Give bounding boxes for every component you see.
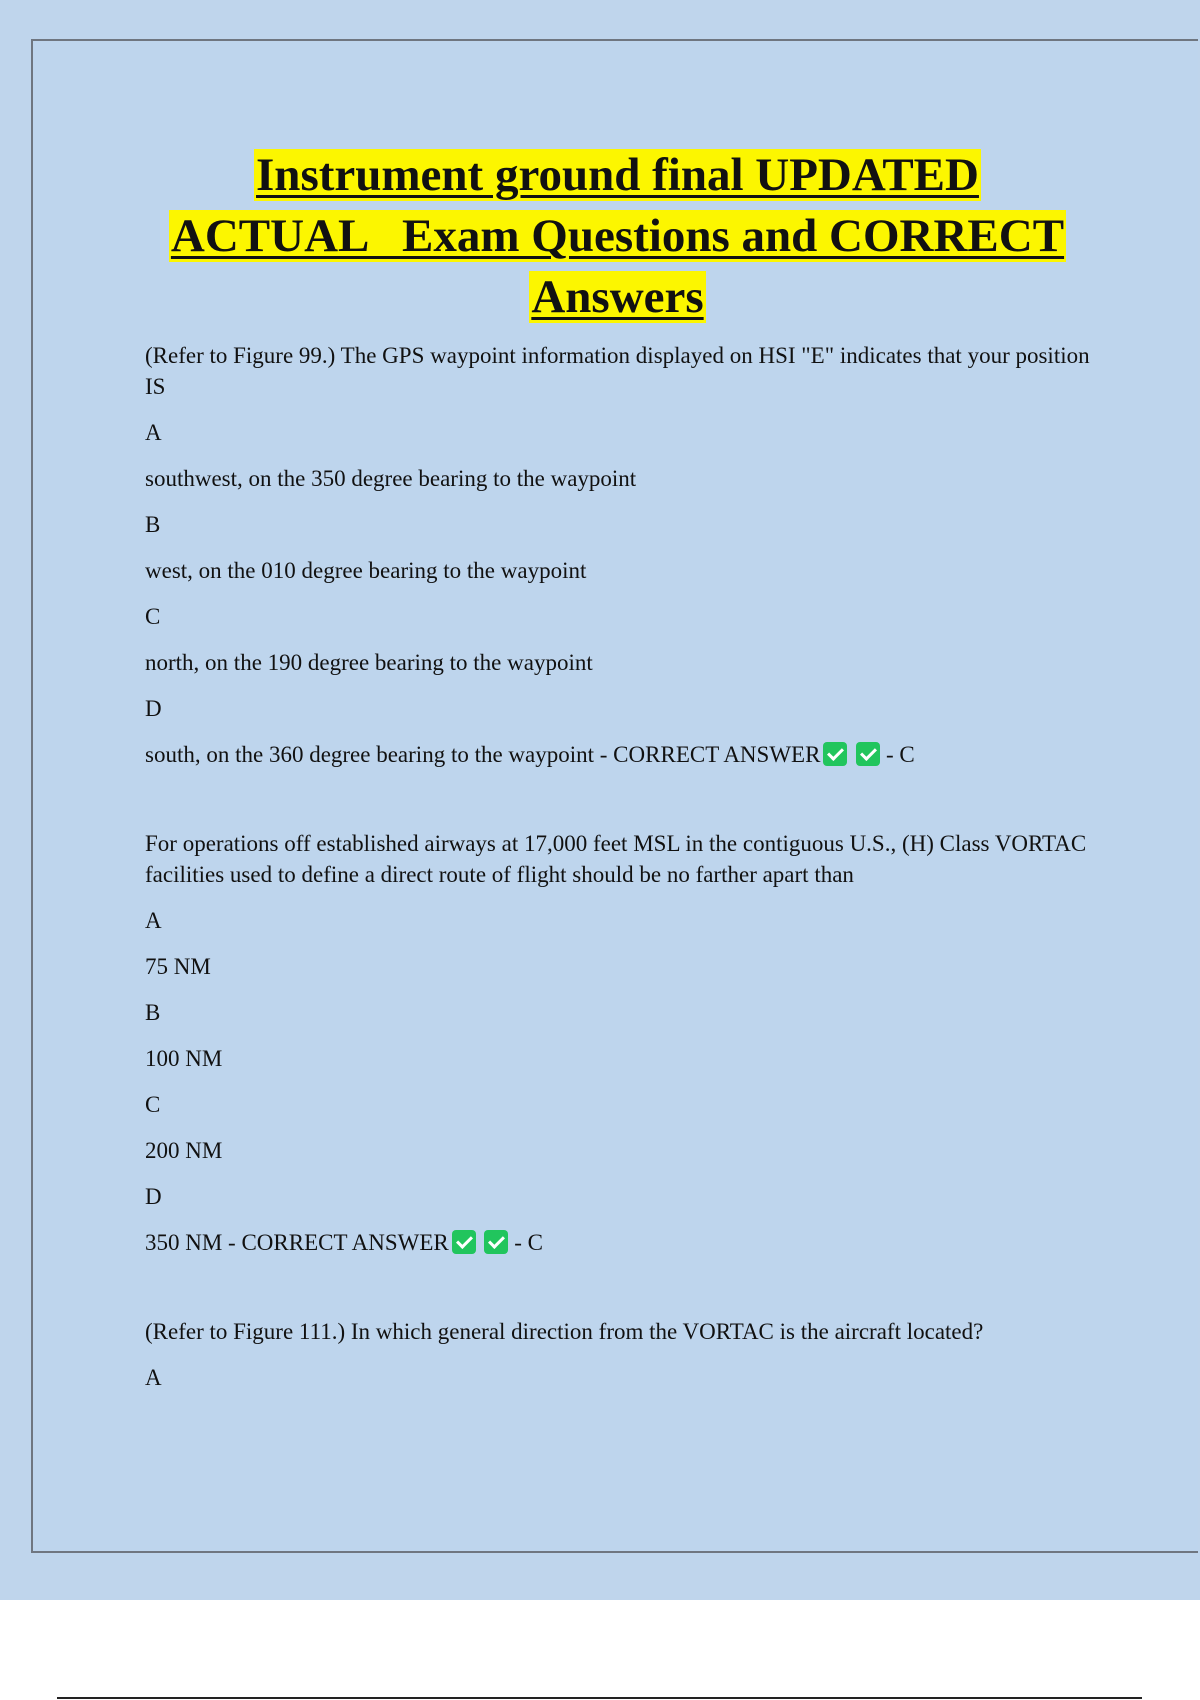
option-text: west, on the 010 degree bearing to the waypoint (145, 558, 587, 583)
option-text: 100 NM (145, 1046, 223, 1071)
option-text: 350 NM - CORRECT ANSWER (145, 1230, 449, 1255)
option-letter: A (145, 1365, 162, 1390)
option-text: south, on the 360 degree bearing to the waypoint - CORRECT ANSWER (145, 742, 821, 767)
option-text: 75 NM (145, 954, 211, 979)
option-letter: B (145, 512, 161, 537)
option-letter: C (145, 604, 161, 629)
check-box-icon (823, 742, 847, 766)
option-letter: D (145, 696, 162, 721)
question-3-text: (Refer to Figure 111.) In which general direction from the VORTAC is the aircraft located? (145, 1319, 984, 1344)
option-text: north, on the 190 degree bearing to the waypoint (145, 650, 593, 675)
answer-suffix: - C (514, 1230, 543, 1255)
option-letter: A (145, 420, 162, 445)
option-letter: D (145, 1184, 162, 1209)
check-box-icon (452, 1230, 476, 1254)
option-letter: C (145, 1092, 161, 1117)
title-line-3: Answers (531, 271, 704, 323)
option-letter: A (145, 908, 162, 933)
check-box-icon (856, 742, 880, 766)
question-1-text: (Refer to Figure 99.) The GPS waypoint information displayed on HSI "E" indicates that your position IS (145, 343, 1090, 399)
check-box-icon (484, 1230, 508, 1254)
question-2-text: For operations off established airways at 17,000 feet MSL in the contiguous U.S., (H) Class VORTAC facilities used to define a direct route of flight should be no farther apart than (145, 831, 1087, 887)
answer-suffix: - C (885, 742, 915, 767)
option-text: 200 NM (145, 1138, 223, 1163)
document-title (145, 145, 1090, 328)
option-letter: B (145, 1000, 161, 1025)
option-text: southwest, on the 350 degree bearing to the waypoint (145, 466, 637, 491)
title-line-1: Instrument ground final UPDATED (256, 149, 979, 201)
correct-answer-line (145, 1227, 1090, 1258)
document-content (145, 145, 1090, 1408)
footer-divider (57, 1697, 1142, 1699)
title-line-2: ACTUAL Exam Questions and CORRECT (170, 210, 1065, 262)
correct-answer-line (145, 739, 1090, 770)
